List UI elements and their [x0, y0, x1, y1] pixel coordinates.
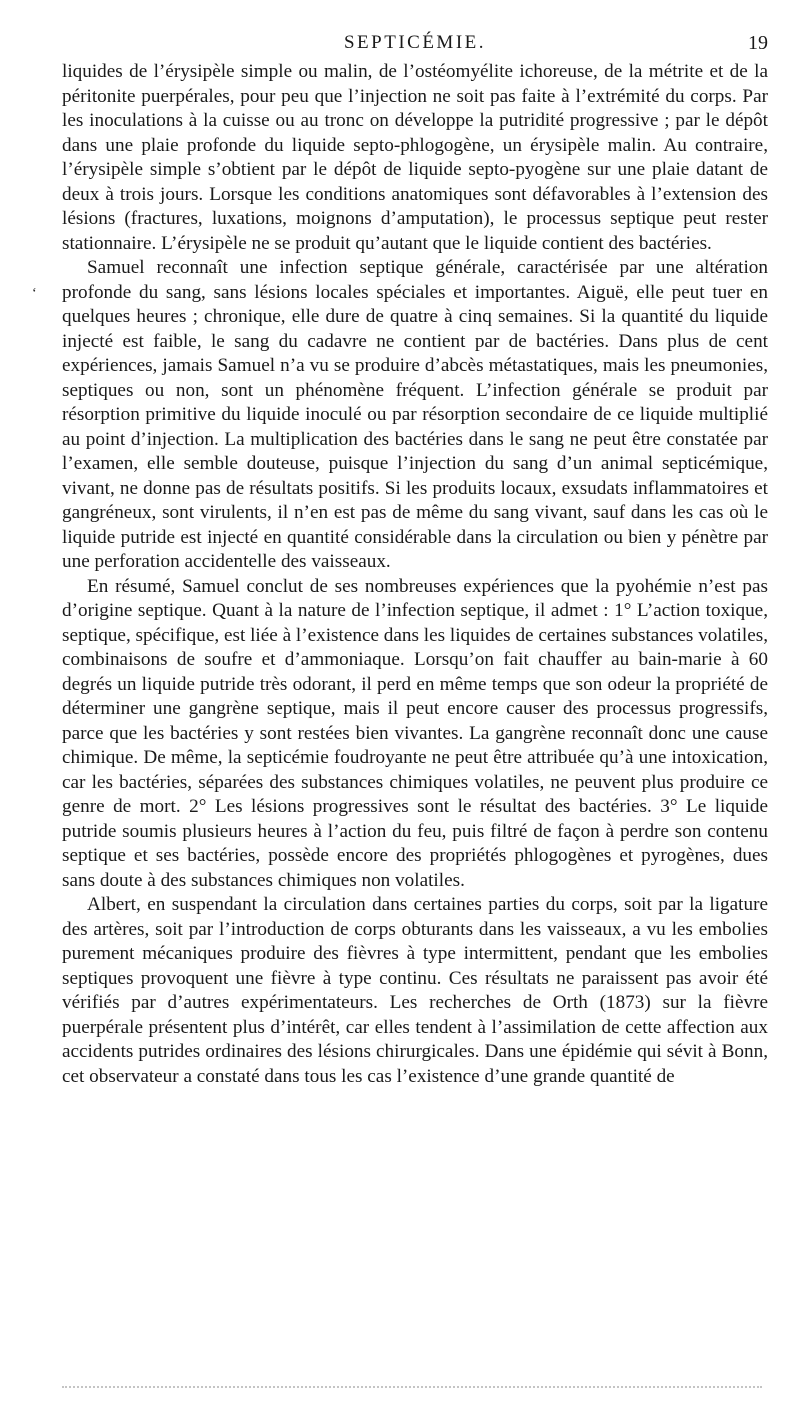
- paragraph-albert-orth: Albert, en suspendant la circulation dans certaines parties du corps, soit par la ligature des artères, soit par l’introduction de corps obturants dans les vaisseaux, a vu les embolies purement mécaniques produire des fièvres à type intermittent, pendant que les embolies septiques provoquent une fièvre à type continu. Ces résultats ne paraissent pas avoir été vérifiés par d’autres expérimentateurs. Les recherches de Orth (1873) sur la fièvre puerpérale présentent plus d’intérêt, car elles tendent à l’assimilation de cette affection aux accidents putrides ordinaires des lésions chirurgicales. Dans une épidémie qui sévit à Bonn, cet observateur a constaté dans tous les cas l’existence d’une grande quantité de: [62, 894, 768, 1087]
- body-text: [62, 60, 768, 1089]
- page-number: 19: [748, 32, 768, 54]
- running-title: SEPTICÉMIE.: [343, 32, 487, 53]
- running-head: [62, 30, 768, 56]
- paragraph-continued: liquides de l’érysipèle simple ou malin, de l’ostéomyélite ichoreuse, de la métrite et de la péritonite puerpérales, pour peu que l’injection ne soit pas faite à l’extrémité du corps. Par les inoculations à la cuisse ou au tronc on développe la putridité progressive ; par le dépôt dans une plaie profonde du liquide septo-phlogogène, un érysipèle malin. Au contraire, l’érysipèle simple s’obtient par le dépôt de liquide septo-pyogène sur une plaie datant de deux à trois jours. Lorsque les conditions anatomiques sont défavorables à l’extension des lésions (fractures, luxations, moignons d’amputation), le processus septique peut rester stationnaire. L’érysipèle ne se produit qu’autant que le liquide contient des bactéries.: [62, 61, 768, 254]
- paragraph-samuel-infection: Samuel reconnaît une infection septique générale, caractérisée par une altération profonde du sang, sans lésions locales spéciales et importantes. Aiguë, elle peut tuer en quelques heures ; chronique, elle dure de quatre à cinq semaines. Si la quantité du liquide injecté est faible, le sang du cadavre ne contient par de bactéries. Dans plus de cent expériences, jamais Samuel n’a vu se produire d’abcès métastatiques, mais les pneumonies, septiques ou non, sont un phénomène fréquent. L’infection générale se produit par résorption primitive du liquide inoculé ou par résorption secondaire de ce liquide multiplié au point d’injection. La multiplication des bactéries dans le sang ne peut être constatée par l’examen, elle semble douteuse, puisque l’injection du sang d’un animal septicémique, vivant, ne donne pas de résultats positifs. Si les produits locaux, exsudats inflammatoires et gangréneux, sont virulents, il n’en est pas de même du sang vivant, sauf dans les cas où le liquide putride est injecté en quantité considérable dans la circulation ou bien y pénètre par une perforation accidentelle des vaisseaux.: [62, 257, 768, 572]
- paragraph-resume: En résumé, Samuel conclut de ses nombreuses expériences que la pyohémie n’est pas d’origine septique. Quant à la nature de l’infection septique, il admet : 1° L’action toxique, septique, spécifique, est liée à l’existence dans les liquides de certaines substances volatiles, combinaisons de soufre et d’ammoniaque. Lorsqu’on fait chauffer au bain-marie à 60 degrés un liquide putride très odorant, il perd en même temps que son odeur la propriété de déterminer une gangrène septique, mais il peut encore causer des processus progressifs, parce que les bactéries y sont restées bien vivantes. La gangrène reconnaît donc une cause chimique. De même, la septicémie foudroyante ne peut être attribuée qu’à une intoxication, car les bactéries, séparées des substances chimiques volatiles, ne peuvent plus produire ce genre de mort. 2° Les lésions progressives sont le résultat des bactéries. 3° Le liquide putride soumis plusieurs heures à l’action du feu, puis filtré de façon à perdre son contenu septique et ses bactéries, possède encore des propriétés phlogogènes et pyrogènes, dues sans doute à des substances chimiques non volatiles.: [62, 575, 768, 891]
- margin-mark: ‘: [32, 286, 37, 301]
- footer-rule: [62, 1386, 762, 1388]
